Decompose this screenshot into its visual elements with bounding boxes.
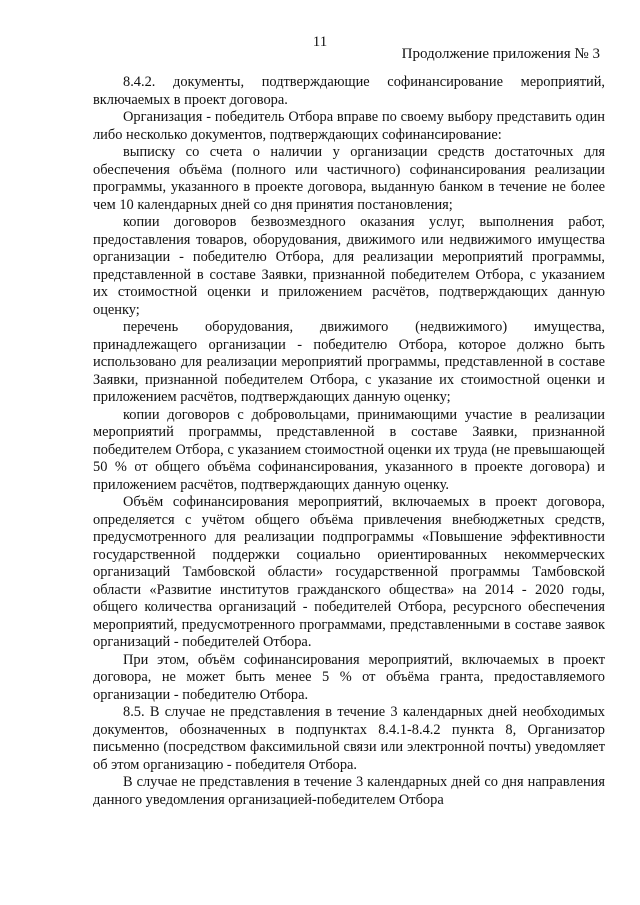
paragraph-8-4-2: 8.4.2. документы, подтверждающие софинансирование мероприятий, включаемых в проект договора. [93,74,605,108]
paragraph-volunteer-contracts: копии договоров с добровольцами, принимающими участие в реализации мероприятий программы, представленной в составе Заявки, признанной победителем Отбора, с указанием стоимостной оценки их труда (не превышающей 50 % от общего объёма софинансирования, указанного в проекте договора) и приложением расчётов, подтверждающих данную оценку. [93,406,605,493]
paragraph-cofinancing-documents-intro: Организация - победитель Отбора вправе по своему выбору представить один либо несколько документов, подтверждающих софинансирование: [93,109,605,143]
paragraph-equipment-list: перечень оборудования, движимого (недвижимого) имущества, принадлежащего организации - победителю Отбора, которое должно быть использовано для реализации мероприятий программы, представленной в составе Заявки, признанной победителем Отбора, с указание их стоимостной оценки и приложением расчётов, подтверждающих данную оценку; [93,319,605,405]
page-number: 11 [312,34,328,50]
paragraph-cofinancing-volume: Объём софинансирования мероприятий, включаемых в проект договора, определяется с учётом общего объёма привлечения внебюджетных средств, предусмотренного для реализации подпрограммы «Повышение эффективности государственной поддержки социально ориентированных некоммерческих организаций Тамбовской области» государственной программы Тамбовской области «Развитие институтов гражданского общества» на 2014 - 2020 годы, общего количества организаций - победителей Отбора, ресурсного обеспечения мероприятий, предусмотренного программами, представленными в составе заявок организаций - победителей Отбора. [93,494,605,650]
paragraph-gratuitous-contracts: копии договоров безвозмездного оказания услуг, выполнения работ, предоставления товаров, оборудования, движимого или недвижимого имущества организации - победителю Отбора, для реализации мероприятий программы, представленной в составе Заявки, признанной победителем Отбора, с указанием их стоимостной оценки и приложением расчётов, подтверждающих данную оценку; [93,214,605,318]
paragraph-8-5: 8.5. В случае не представления в течение 3 календарных дней необходимых документов, обозначенных в подпунктах 8.4.1-8.4.2 пункта 8, Организатор письменно (посредством факсимильной связи или электронной почты) уведомляет об этом организацию - победителя Отбора. [93,704,605,773]
paragraph-bank-statement: выписку со счета о наличии у организации средств достаточных для обеспечения объёма (полного или частичного) софинансирования реализации программы, указанного в проекте договора, выданную банком в течение не более чем 10 календарных дней со дня принятия постановления; [93,144,605,213]
appendix-continuation-note: Продолжение приложения № 3 [401,46,600,62]
document-body [93,74,605,809]
paragraph-non-submission: В случае не представления в течение 3 календарных дней со дня направления данного уведомления организацией-победителем Отбора [93,774,605,808]
paragraph-minimum-share: При этом, объём софинансирования мероприятий, включаемых в проект договора, не может быть менее 5 % от объёма гранта, предоставляемого организации - победителю Отбора. [93,651,605,703]
